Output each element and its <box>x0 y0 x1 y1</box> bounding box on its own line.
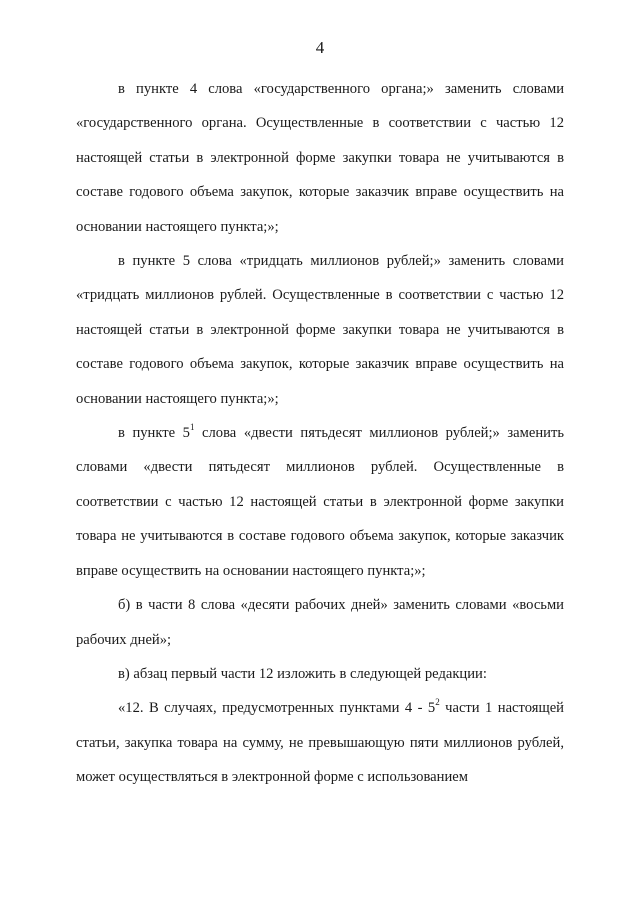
paragraph-text-start: в пункте 5 <box>118 425 190 442</box>
paragraph-item-5-1-amendment <box>76 416 564 588</box>
paragraph-text-end: слова «двести пятьдесят миллионов рублей;» заменить словами «двести пятьдесят миллионов рублей. Осуществленные в соответствии с частью 12 настоящей статьи в электронной форме закупки товара не учитываются в составе годового объема закупок, которые заказчик вправе осуществить на основании настоящего пункта;»; <box>76 425 565 579</box>
paragraph-item-5-amendment: в пункте 5 слова «тридцать миллионов рублей;» заменить словами «тридцать миллионов рублей. Осуществленные в соответствии с частью 12 настоящей статьи в электронной форме закупки товара не учитываются в составе годового объема закупок, которые заказчик вправе осуществить на основании настоящего пункта;»; <box>76 253 564 407</box>
paragraph-part-12-text <box>76 691 564 794</box>
superscript-index: 2 <box>435 697 440 708</box>
paragraph-part-12-intro: в) абзац первый части 12 изложить в следующей редакции: <box>118 665 487 682</box>
superscript-index: 1 <box>189 422 195 433</box>
document-body <box>76 72 564 795</box>
paragraph-text-start: «12. В случаях, предусмотренных пунктами 4 - 5 <box>118 700 436 717</box>
paragraph-text-end: части 1 настоящей статьи, закупка товара на сумму, не превышающую пяти миллионов рублей, может осуществляться в электронной форме с использованием <box>76 700 564 786</box>
page-number: 4 <box>315 38 325 57</box>
paragraph-item-4-amendment: в пункте 4 слова «государственного органа;» заменить словами «государственного органа. Осуществленные в соответствии с частью 12 настоящей статьи в электронной форме закупки товара не учитываются в составе годового объема закупок, которые заказчик вправе осуществить на основании настоящего пункта;»; <box>76 81 564 235</box>
paragraph-part-8-amendment: б) в части 8 слова «десяти рабочих дней» заменить словами «восьми рабочих дней»; <box>76 597 564 648</box>
